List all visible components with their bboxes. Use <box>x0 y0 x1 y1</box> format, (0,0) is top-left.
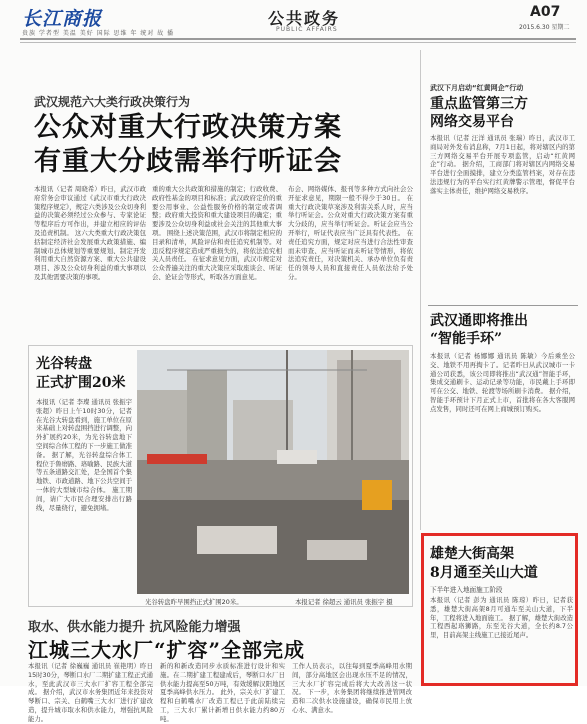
water-headline: 江城三大水厂“扩容”全部完成 <box>28 638 306 662</box>
xiongchu-headline-line-2: 8月通至关山大道 <box>430 565 538 581</box>
lead-body-col-3: 布会、网络媒体、报刊等多种方式向社会公开征求意见，期限一般不得少于30日。 在重大行政决策草案涉及利害关系人时，应当举行听证会。公众对重大行政决策方案有重大分歧的，应当举行听证会。听证会应当公开举行，听证代表应当广泛具有代表性。 在责任追究方面，规定对应当进行合法性审查而未审查、应当听证而未听证等情形，将依法追究责任，对决策机关、承办单位负有责任的领导人员和直接责任人员依法给予处分。 <box>288 185 413 281</box>
guanggu-headline-line-1: 光谷转盘 <box>36 356 92 372</box>
construction-photo <box>137 350 409 594</box>
masthead-slogan: 贵族 学者型 美温 美好 国际 思维 年 统对 故 播 <box>22 30 175 37</box>
masthead-rule-thin <box>20 42 576 43</box>
publication-date: 2015.6.30 星期二 <box>519 24 570 31</box>
column-divider <box>420 50 421 530</box>
water-body-col-1: 本报讯（记者 徐巍巍 通讯员 崔艳明）昨日15时30分，琴断口水厂二期扩建工程正式通水，至此武汉市三大水厂扩容工程全部完成。 据介绍，武汉市水务集团近年来投资对琴断口、宗关、白鹤嘴三大水厂进行扩建改造，提升城市取水和供水能力，增强抗风险能力。 <box>28 662 153 723</box>
xiongchu-body: 本报讯（记者 彭为 通讯员 陈琼）昨日，记者获悉，雄楚大街高架8月可通车至关山大道，下半年，工程将进入地面施工。 据了解，雄楚大街改造工程西起珞狮路，东至光谷大道，全长约8.7公里，目前高架主线施工已接近尾声。 <box>430 596 573 640</box>
wristband-body: 本报讯（记者 杨娜娜 通讯员 陈敏）今后乘坐公交、地铁不用再掏卡了。记者昨日从武汉城市一卡通公司获悉，该公司即将推出“武汉通”智能手环，集成交通刷卡、运动记录等功能，市民戴上手环即可在公交、地铁、轮渡等场所刷卡消费。 据介绍，智能手环预计下月正式上市，首批将在各大客服网点发售，同时还可在网上商城预订购买。 <box>430 352 575 413</box>
network-kicker: 武汉下月启动“红黄网企”行动 <box>430 84 524 92</box>
xiongchu-subheadline: 下半年进入地面施工阶段 <box>430 586 503 594</box>
lead-headline-line-1: 公众对重大行政决策方案 <box>34 112 342 143</box>
lead-body-col-1: 本报讯（记者 周晓希）昨日，武汉市政府常务会审议通过《武汉市重大行政决策程序规定》，规定六类涉及公众切身利益的决策必须经过公众参与、专家论证等程序后方可作出，并建立相应的评估及追责机制。 这六大类重大行政决策包括制定经济社会发展重大政策措施、编制城市总体规划等重要规划、制定开发利用重大自然资源方案、重大公共建设项目、涉及公众切身利益的重大事项以及其他需要决策的事项。 <box>34 185 146 281</box>
photo-credit: 本报记者 徐超云 通讯员 张振宇 摄 <box>295 598 393 606</box>
section-subtitle: PUBLIC AFFAIRS <box>276 26 338 33</box>
water-body-col-2: 新的和新改造同步水质标准进行设计和实施。在二期扩建工程建成后，琴断口水厂日供水能力提高至50万吨，有效缓解汉阳地区夏季高峰供水压力。 此外，宗关水厂扩建工程和白鹤嘴水厂改造工程已于此前陆续完工，三大水厂累计新增日供水能力约80万吨。 <box>160 662 285 723</box>
water-body-col-3: 工作人员表示，以往每到夏季高峰用水期间，部分高地区会出现水压不足的情况，三大水厂扩容完成后将大大改善这一状况。 下一步，水务集团将继续推进管网改造和二次供水设施建设，确保市民用上放心水、满意水。 <box>292 662 412 714</box>
lead-headline-line-2: 有重大分歧需举行听证会 <box>34 146 342 177</box>
masthead <box>0 0 587 40</box>
section-title: 公共政务 <box>268 9 341 28</box>
wristband-headline <box>430 312 575 348</box>
lead-kicker: 武汉规范六大类行政决策行为 <box>34 95 191 109</box>
network-body: 本报讯（记者 汪洋 通讯员 张瑞）昨日，武汉市工商局对外发布消息称，7月1日起，将对辖区内的第三方网络交易平台开展专项监管，启动“红黄网企”行动。 据介绍，工商部门将对辖区内网络交易平台进行全面摸排，建立分类监管档案，对存在违法违规行为的平台实行红黄牌警示管理，督促平台落实主体责任，维护网络交易秩序。 <box>430 134 575 195</box>
photo-caption: 光谷转盘昨早围挡正式扩围20米。 <box>145 598 243 606</box>
xiongchu-headline-line-1: 雄楚大街高架 <box>430 546 514 562</box>
wristband-headline-line-2: “智能手环” <box>430 331 503 347</box>
network-headline-line-1: 重点监管第三方 <box>430 96 528 112</box>
page-number: A07 <box>530 4 561 20</box>
water-kicker: 取水、供水能力提升 抗风险能力增强 <box>28 620 241 635</box>
network-headline-line-2: 网络交易平台 <box>430 114 514 130</box>
lead-body-col-2: 重的重大公共政策和措施的制定；行政收费、政府性基金的项目和标准；武汉政府定价的重要公用事业、公益性服务价格的制定或者调整；政府重大投资和重大建设项目的确定；重要涉及公众切身利益或社会关注的其他重大事项。 围绕上述决策范围，武汉市将制定相应的目录和清单，风险评估和责任追究机制等。对违反程序规定造成严重损失的，将依法追究相关人员责任。 在征求意见方面，武汉市规定对公众普遍关注的重大决策应采取座谈会、听证会、论证会等形式，听取各方面意见。 <box>152 185 282 281</box>
newspaper-logo: 长江商报 <box>22 8 103 30</box>
guanggu-headline <box>36 355 136 393</box>
construction-photo-image <box>137 350 409 594</box>
wristband-headline-line-1: 武汉通即将推出 <box>430 313 528 329</box>
guanggu-headline-line-2: 正式扩围20米 <box>36 375 126 391</box>
story-divider <box>428 305 578 306</box>
xiongchu-headline <box>430 545 575 583</box>
guanggu-body: 本报讯（记者 李璨 通讯员 张振宇 张超）昨日上午10时30分，记者在光谷大转盘看到，施工单位在原来基础上对转盘围挡进行调整，向外扩展约20米，为光谷转盘地下空间综合体工程的下一步施工做准备。 据了解，光谷转盘综合体工程位于鲁磨路、珞喻路、民族大道等五条道路交汇处，是全国首个集地铁、市政道路、地下公共空间于一体的大型城市综合体。 施工期间，请广大市民合理安排出行路线，尽量绕行，避免拥堵。 <box>36 398 132 512</box>
network-headline <box>430 95 575 131</box>
lead-headline <box>34 111 414 179</box>
masthead-rule <box>20 38 576 40</box>
